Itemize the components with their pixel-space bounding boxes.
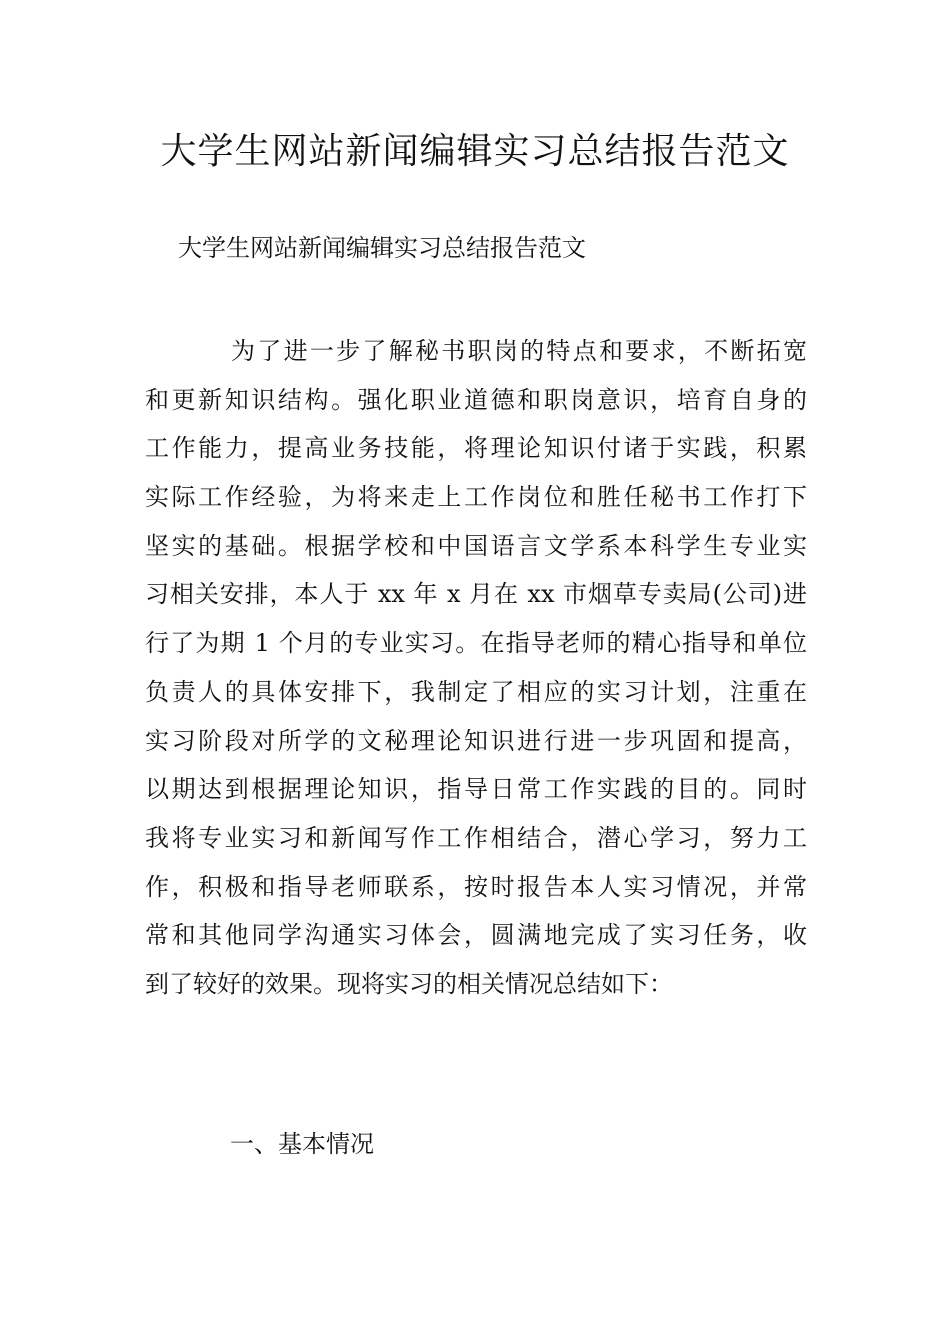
paragraph-line: 习相关安排，本人于 xx 年 x 月在 xx 市烟草专卖局(公司)进 bbox=[145, 580, 807, 609]
paragraph-line: 工作能力，提高业务技能，将理论知识付诸于实践，积累 bbox=[145, 434, 807, 463]
paragraph-line: 常和其他同学沟通实习体会，圆满地完成了实习任务，收 bbox=[145, 921, 807, 950]
document-subtitle: 大学生网站新闻编辑实习总结报告范文 bbox=[178, 234, 586, 262]
paragraph-line: 坚实的基础。根据学校和中国语言文学系本科学生专业实 bbox=[145, 531, 807, 560]
body-paragraph bbox=[145, 327, 807, 1009]
paragraph-line: 实际工作经验，为将来走上工作岗位和胜任秘书工作打下 bbox=[145, 483, 807, 512]
paragraph-line: 行了为期 1 个月的专业实习。在指导老师的精心指导和单位 bbox=[145, 629, 807, 658]
paragraph-line: 实习阶段对所学的文秘理论知识进行进一步巩固和提高， bbox=[145, 726, 807, 755]
paragraph-line: 作，积极和指导老师联系，按时报告本人实习情况，并常 bbox=[145, 872, 807, 901]
paragraph-line: 为了进一步了解秘书职岗的特点和要求，不断拓宽 bbox=[231, 337, 807, 365]
paragraph-line: 到了较好的效果。现将实习的相关情况总结如下： bbox=[145, 969, 673, 998]
paragraph-line: 我将专业实习和新闻写作工作相结合，潜心学习，努力工 bbox=[145, 823, 807, 852]
document-title: 大学生网站新闻编辑实习总结报告范文 bbox=[160, 131, 790, 172]
paragraph-line: 负责人的具体安排下，我制定了相应的实习计划，注重在 bbox=[145, 677, 807, 706]
section-heading: 一、基本情况 bbox=[230, 1130, 374, 1158]
paragraph-line: 和更新知识结构。强化职业道德和职岗意识，培育自身的 bbox=[145, 385, 807, 414]
paragraph-line: 以期达到根据理论知识，指导日常工作实践的目的。同时 bbox=[145, 775, 807, 804]
